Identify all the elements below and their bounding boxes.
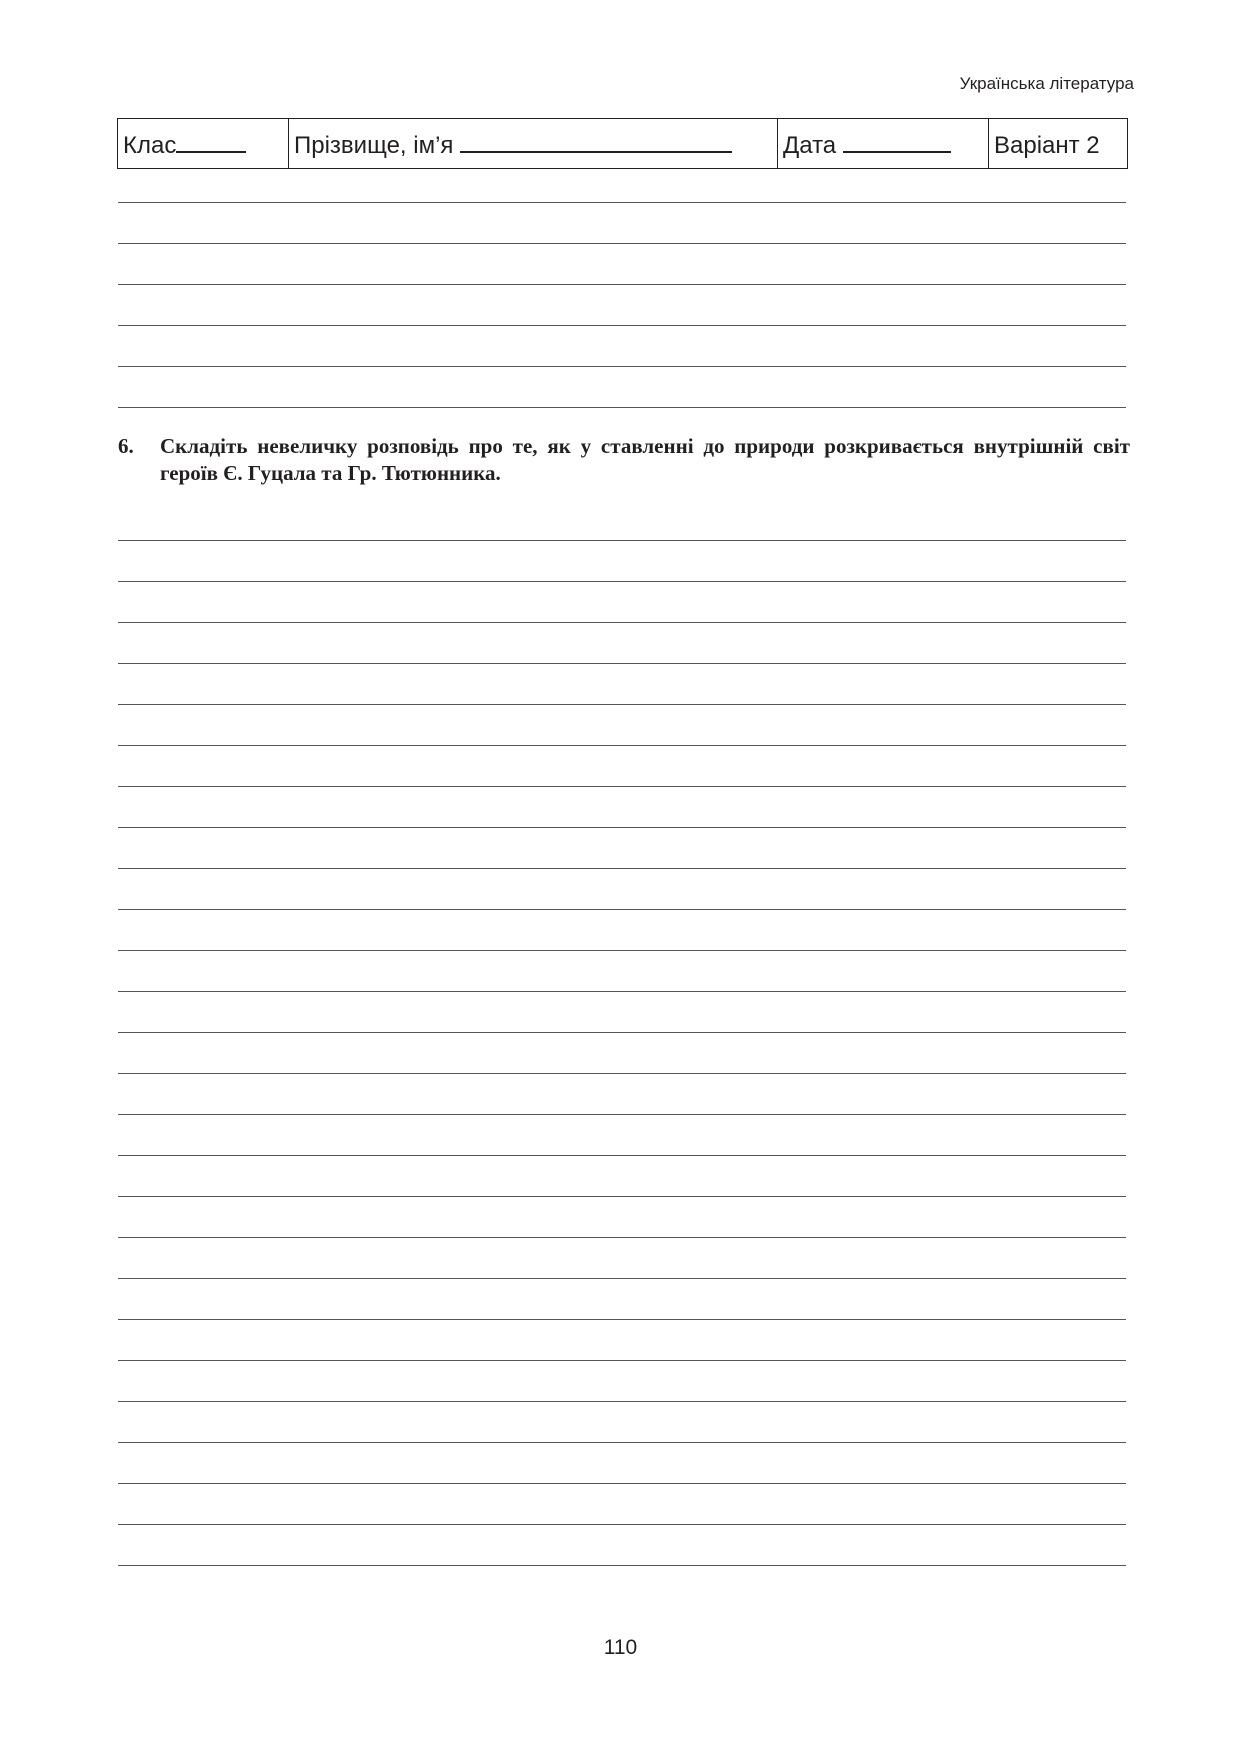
answer-line[interactable] bbox=[118, 1114, 1126, 1115]
answer-line[interactable] bbox=[118, 745, 1126, 746]
answer-line[interactable] bbox=[118, 622, 1126, 623]
answer-line[interactable] bbox=[118, 1155, 1126, 1156]
answer-line[interactable] bbox=[118, 868, 1126, 869]
class-cell[interactable] bbox=[118, 119, 289, 169]
date-cell[interactable] bbox=[778, 119, 989, 169]
answer-line[interactable] bbox=[118, 704, 1126, 705]
answer-line[interactable] bbox=[118, 581, 1126, 582]
answer-line[interactable] bbox=[118, 284, 1126, 285]
answer-line[interactable] bbox=[118, 1196, 1126, 1197]
task-number: 6. bbox=[118, 434, 134, 458]
answer-line[interactable] bbox=[118, 1032, 1126, 1033]
answer-line[interactable] bbox=[118, 1565, 1126, 1566]
date-blank[interactable] bbox=[843, 131, 951, 153]
name-blank[interactable] bbox=[460, 131, 732, 153]
date-label: Дата bbox=[783, 132, 837, 159]
variant-cell bbox=[989, 119, 1128, 169]
answer-line[interactable] bbox=[118, 1483, 1126, 1484]
task-6 bbox=[118, 433, 1130, 487]
answer-line[interactable] bbox=[118, 950, 1126, 951]
answer-line[interactable] bbox=[118, 407, 1126, 408]
name-cell[interactable] bbox=[289, 119, 778, 169]
answer-line[interactable] bbox=[118, 663, 1126, 664]
name-label: Прізвище, ім’я bbox=[294, 132, 454, 159]
answer-line[interactable] bbox=[118, 1442, 1126, 1443]
page-number: 110 bbox=[603, 1636, 638, 1659]
running-header: Українська література bbox=[959, 74, 1134, 93]
answer-line[interactable] bbox=[118, 1319, 1126, 1320]
answer-line[interactable] bbox=[118, 786, 1126, 787]
answer-line[interactable] bbox=[118, 991, 1126, 992]
answer-line[interactable] bbox=[118, 827, 1126, 828]
task-text: Складіть невеличку розповідь про те, як у ставленні до природи розкривається внутрішній світ героїв Є. Гуцала та Гр. Тютюнника. bbox=[160, 434, 1130, 485]
answer-line[interactable] bbox=[118, 202, 1126, 203]
variant-label: Варіант 2 bbox=[994, 131, 1100, 159]
answer-line[interactable] bbox=[118, 909, 1126, 910]
answer-line[interactable] bbox=[118, 1237, 1126, 1238]
class-label: Клас bbox=[123, 132, 177, 159]
answer-line[interactable] bbox=[118, 1360, 1126, 1361]
answer-line[interactable] bbox=[118, 243, 1126, 244]
class-blank[interactable] bbox=[176, 131, 246, 153]
student-info-table bbox=[117, 118, 1128, 169]
answer-line[interactable] bbox=[118, 540, 1126, 541]
answer-line[interactable] bbox=[118, 1401, 1126, 1402]
answer-line[interactable] bbox=[118, 366, 1126, 367]
answer-line[interactable] bbox=[118, 325, 1126, 326]
answer-line[interactable] bbox=[118, 1073, 1126, 1074]
answer-line[interactable] bbox=[118, 1278, 1126, 1279]
answer-line[interactable] bbox=[118, 1524, 1126, 1525]
